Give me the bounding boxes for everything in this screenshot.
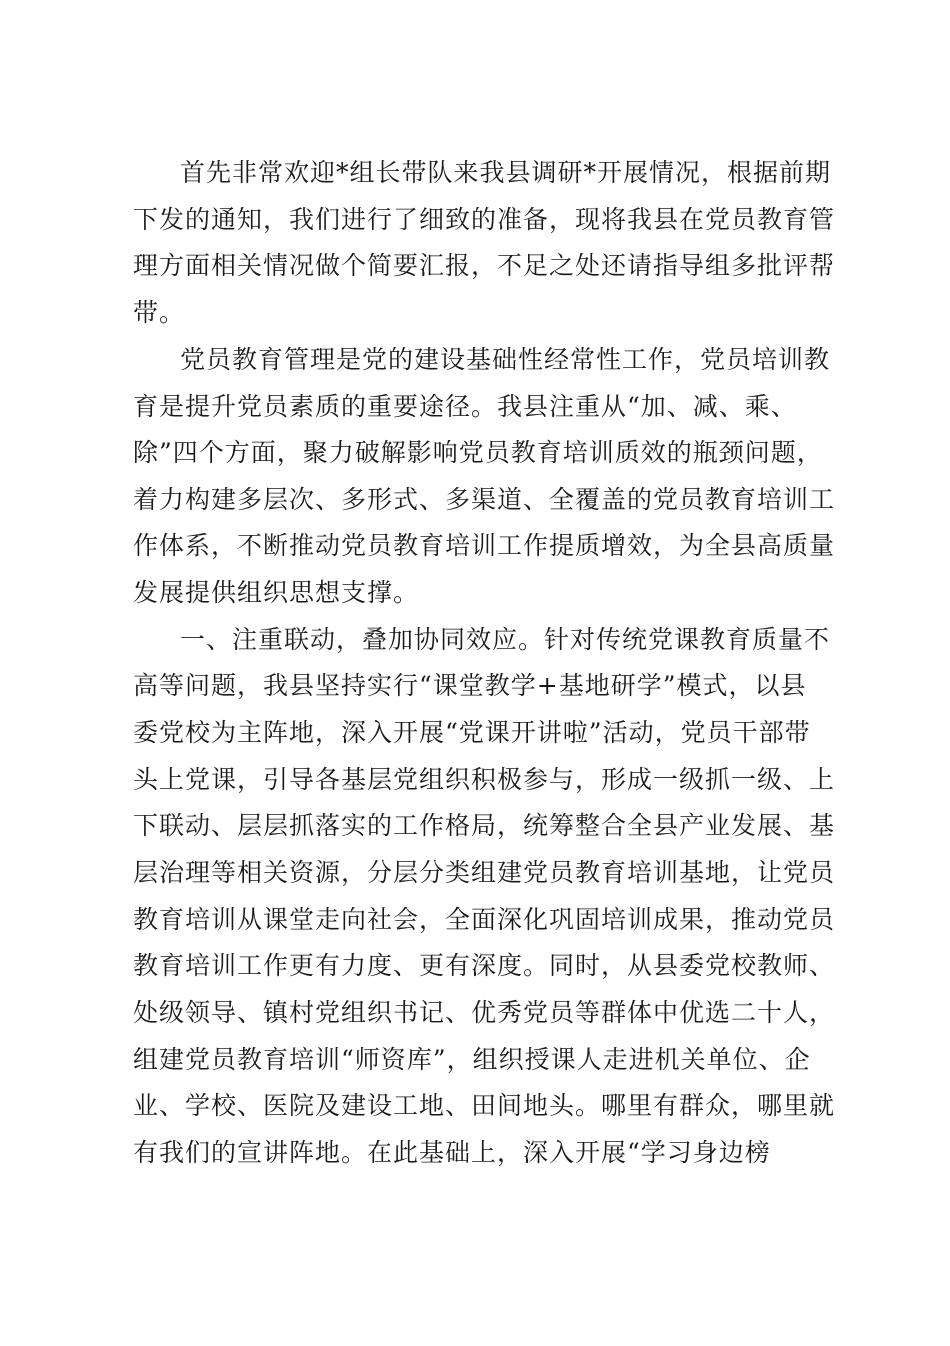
text-line: 高等问题，我县坚持实行“课堂教学+基地研学”模式，以县 [133,671,807,700]
text-line: 处级领导、镇村党组织书记、优秀党员等群体中优选二十人， [133,998,836,1027]
text-line: 一、注重联动，叠加协同效应。针对传统党课教育质量不 [180,625,831,654]
text-line: 有我们的宣讲阵地。在此基础上，深入开展“学习身边榜 [133,1138,771,1167]
text-line: 发展提供组织思想支撑。 [133,578,420,607]
text-line: 作体系，不断推动党员教育培训工作提质增效，为全县高质量 [133,531,836,560]
text-line: 教育培训工作更有力度、更有深度。同时，从县委党校教师、 [133,951,836,980]
text-line: 着力构建多层次、多形式、多渠道、全覆盖的党员教育培训工 [133,485,836,514]
text-line: 层治理等相关资源，分层分类组建党员教育培训基地，让党员 [133,858,836,887]
text-line: 教育培训从课堂走向社会，全面深化巩固培训成果，推动党员 [133,905,836,934]
text-line: 头上党课，引导各基层党组织积极参与，形成一级抓一级、上 [133,765,836,794]
text-line: 下联动、层层抓落实的工作格局，统筹整合全县产业发展、基 [133,811,836,840]
text-line: 理方面相关情况做个简要汇报，不足之处还请指导组多批评帮 [133,251,836,280]
text-line: 党员教育管理是党的建设基础性经常性工作，党员培训教 [180,345,831,374]
text-line: 委党校为主阵地，深入开展“党课开讲啦”活动，党员干部带 [133,718,811,747]
text-line: 业、学校、医院及建设工地、田间地头。哪里有群众，哪里就 [133,1091,836,1120]
text-line: 首先非常欢迎*组长带队来我县调研*开展情况，根据前期 [180,158,832,187]
text-line: 下发的通知，我们进行了细致的准备，现将我县在党员教育管 [133,205,836,234]
text-line: 组建党员教育培训“师资库”，组织授课人走进机关单位、企 [133,1045,811,1074]
text-line: 除”四个方面，聚力破解影响党员教育培训质效的瓶颈问题， [133,438,823,467]
text-line: 带。 [133,298,186,327]
text-line: 育是提升党员素质的重要途径。我县注重从“加、减、乘、 [133,392,797,421]
